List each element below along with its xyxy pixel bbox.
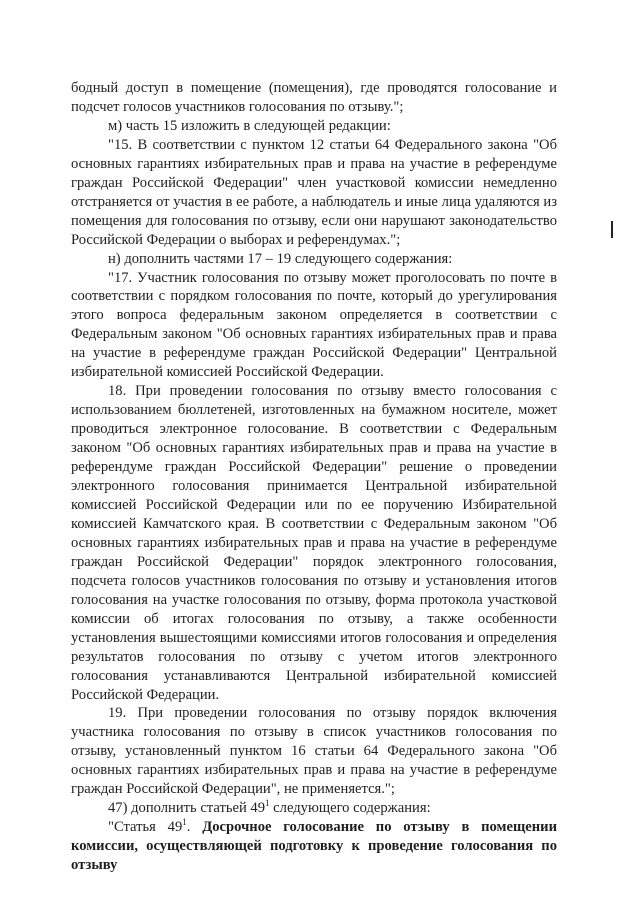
item-47-superscript: 1 <box>265 798 270 809</box>
paragraph-part-15: "15. В соответствии с пунктом 12 статьи 64 Федерального закона "Об основных гарантиях избирательных прав и права на участие в референдуме граждан Российской Федерации" член участковой комиссии немедленно отстраняется от участия в ее работе, а наблюдатель и иные лица удаляются из помещения для голосования по отзыву, если они нарушают законодательство Российской Федерации о выборах и референдумах."; <box>71 136 557 248</box>
article-superscript: 1 <box>182 817 187 828</box>
margin-mark <box>611 221 613 238</box>
item-47-text-end: следующего содержания: <box>269 800 431 817</box>
paragraph-item-n: н) дополнить частями 17 – 19 следующего содержания: <box>108 250 453 267</box>
item-47-text: 47) дополнить статьей 49 <box>108 800 266 817</box>
article-title: Досрочное голосование по отзыву в помещении комиссии, осуществляющей подготовку к проведение голосования по отзыву <box>71 819 557 874</box>
paragraph-part-18: 18. При проведении голосования по отзыву вместо голосования с использованием бюллетеней, изготовленных на бумажном носителе, может проводиться электронное голосование. В соответствии с Федеральным законом "Об основных гарантиях избирательных прав и права на участие в референдуме граждан Российской Федерации" решение о проведении электронного голосования принимается Центральной избирательной комиссией Российской Федерации или по ее поручению Избирательной комиссией Камчатского края. В соответствии с Федеральным законом "Об основных гарантиях избирательных прав и права на участие в референдуме граждан Российской Федерации" порядок электронного голосования, подсчета голосов участников голосования по отзыву и установления итогов голосования на участке голосования по отзыву, форма протокола участковой комиссии об итогах голосования по отзыву, а также особенности установления вышестоящими комиссиями итогов голосования и определения результатов голосования по отзыву с учетом итогов электронного голосования устанавливаются Центральной избирательной комиссией Российской Федерации. <box>71 383 557 703</box>
document-page <box>71 79 557 875</box>
paragraph-part-17: "17. Участник голосования по отзыву может проголосовать по почте в соответствии с порядком голосования по почте, который до урегулирования этого вопроса федеральным законом определяется в соответствии с Федеральным законом "Об основных гарантиях избирательных прав и права на участие в референдуме граждан Российской Федерации" Центральной избирательной комиссией Российской Федерации. <box>71 269 557 381</box>
paragraph-item-47 <box>71 799 557 818</box>
article-number-dot: . <box>186 819 203 836</box>
paragraph-item-m: м) часть 15 изложить в следующей редакции: <box>108 117 391 134</box>
paragraph-part-19: 19. При проведении голосования по отзыву порядок включения участника голосования по отзыву в список участников голосования по отзыву, установленный пунктом 16 статьи 64 Федерального закона "Об основных гарантиях избирательных прав и права на участие в референдуме граждан Российской Федерации", не применяется."; <box>71 705 557 798</box>
article-number: "Статья 49 <box>108 819 183 836</box>
paragraph-continuation: бодный доступ в помещение (помещения), где проводятся голосование и подсчет голосов участников голосования по отзыву."; <box>71 80 557 115</box>
article-heading <box>71 818 557 875</box>
